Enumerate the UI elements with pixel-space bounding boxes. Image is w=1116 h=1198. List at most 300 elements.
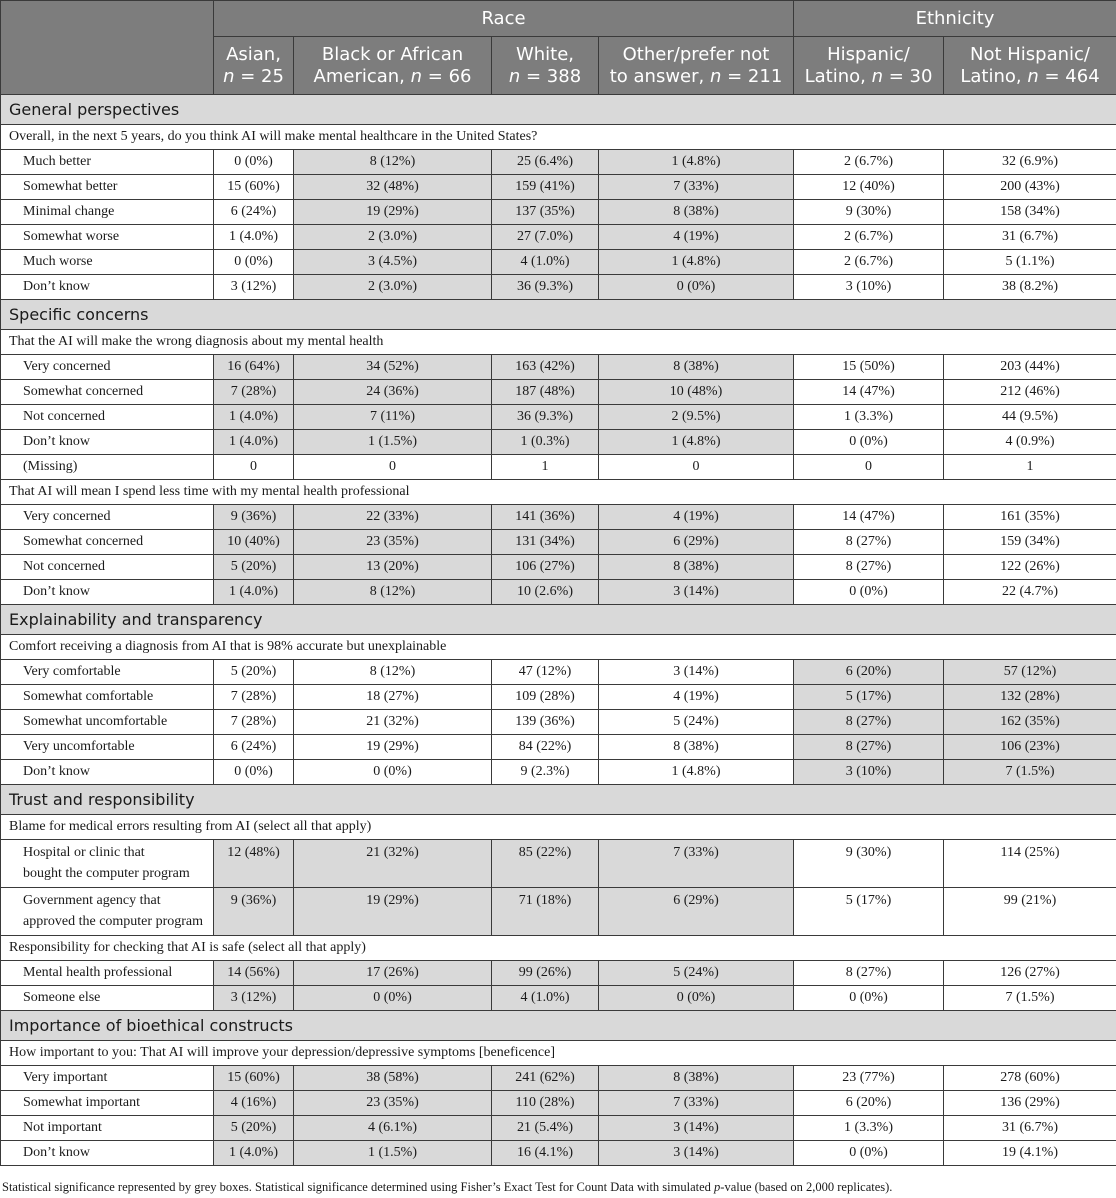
table-cell: 278 (60%) [944,1066,1116,1091]
column-header-count: = 388 [520,65,582,87]
table-row [1,430,1116,455]
table-row [1,175,1116,200]
table-row [1,660,1116,685]
row-label [1,660,214,685]
row-label [1,961,214,986]
table-cell: 23 (35%) [294,530,492,555]
table-cell: 0 (0%) [214,760,294,785]
table-cell: 1 (4.0%) [214,1141,294,1166]
question-row [1,125,1116,150]
table-cell: 8 (12%) [294,580,492,605]
row-label-text: Somewhat worse [23,229,120,244]
table-cell: 7 (33%) [599,1091,794,1116]
row-label-text-2: approved the computer program [23,914,203,929]
footnote-text-2: -value (based on 2,000 replicates). [720,1180,893,1194]
table-cell: 241 (62%) [492,1066,599,1091]
table-cell: 212 (46%) [944,380,1116,405]
table-cell: 187 (48%) [492,380,599,405]
table-cell: 15 (50%) [794,355,944,380]
column-header [599,37,794,95]
table-row [1,760,1116,785]
table-cell: 4 (1.0%) [492,250,599,275]
row-label-text: Don’t know [23,764,91,779]
table-cell: 141 (36%) [492,505,599,530]
table-cell: 8 (38%) [599,1066,794,1091]
section-row [1,300,1116,330]
row-label [1,275,214,300]
table-row [1,275,1116,300]
table-cell: 1 (0.3%) [492,430,599,455]
column-header-n: n [709,65,722,87]
row-label-text: Very comfortable [23,664,121,679]
table-row [1,840,1116,888]
column-header-line1: Not Hispanic/ [970,43,1090,65]
table-cell: 99 (26%) [492,961,599,986]
row-label-text: Very uncomfortable [23,739,135,754]
row-label-text: Minimal change [23,204,115,219]
row-label [1,150,214,175]
table-cell: 1 (4.8%) [599,250,794,275]
table-cell: 158 (34%) [944,200,1116,225]
column-header-line1: Asian, [226,43,281,65]
table-cell: 5 (1.1%) [944,250,1116,275]
table-cell: 15 (60%) [214,175,294,200]
table-cell: 139 (36%) [492,710,599,735]
row-label [1,225,214,250]
table-row [1,455,1116,480]
table-cell: 1 (4.0%) [214,580,294,605]
table-cell: 16 (64%) [214,355,294,380]
table-cell: 19 (29%) [294,735,492,760]
column-header-n: n [410,65,423,87]
table-cell: 3 (14%) [599,660,794,685]
table-cell: 4 (19%) [599,505,794,530]
row-label [1,405,214,430]
question-row [1,480,1116,505]
table-cell: 4 (1.0%) [492,986,599,1011]
table-cell: 9 (30%) [794,840,944,888]
row-label-text: Very important [23,1070,108,1085]
table-cell: 23 (77%) [794,1066,944,1091]
table-cell: 15 (60%) [214,1066,294,1091]
row-label-text: Somewhat concerned [23,534,144,549]
footnote-p: p [714,1180,721,1194]
table-cell: 36 (9.3%) [492,405,599,430]
table-cell: 7 (1.5%) [944,760,1116,785]
table-cell: 162 (35%) [944,710,1116,735]
table-cell: 18 (27%) [294,685,492,710]
table-cell: 10 (40%) [214,530,294,555]
table-row [1,1116,1116,1141]
question-row [1,330,1116,355]
row-label-text-2: bought the computer program [23,866,190,881]
table-cell: 8 (12%) [294,660,492,685]
table-cell: 6 (20%) [794,1091,944,1116]
row-label-text: Somewhat uncomfortable [23,714,168,729]
table-cell: 5 (20%) [214,1116,294,1141]
row-label-text: Someone else [23,990,101,1005]
table-cell: 84 (22%) [492,735,599,760]
table-cell: 0 (0%) [294,760,492,785]
row-label [1,430,214,455]
table-cell: 8 (27%) [794,961,944,986]
row-label [1,175,214,200]
table-cell: 6 (20%) [794,660,944,685]
table-cell: 0 (0%) [794,430,944,455]
column-header-n: n [871,65,883,87]
table-cell: 31 (6.7%) [944,1116,1116,1141]
table-cell: 137 (35%) [492,200,599,225]
row-label [1,735,214,760]
table-cell: 21 (5.4%) [492,1116,599,1141]
row-label-text: Somewhat comfortable [23,689,154,704]
question-text: Overall, in the next 5 years, do you think AI will make mental healthcare in the United States? [1,125,1116,150]
table-cell: 14 (56%) [214,961,294,986]
table-cell: 22 (4.7%) [944,580,1116,605]
section-title: Importance of bioethical constructs [1,1011,1116,1041]
column-header-count: = 25 [234,65,284,87]
table-cell: 57 (12%) [944,660,1116,685]
table-cell: 7 (33%) [599,840,794,888]
section-title: General perspectives [1,95,1116,125]
header-corner [1,1,214,95]
table-cell: 110 (28%) [492,1091,599,1116]
column-header-line2: Latino, [804,65,872,87]
row-label [1,888,214,936]
table-cell: 8 (38%) [599,200,794,225]
table-cell: 7 (33%) [599,175,794,200]
table-cell: 5 (24%) [599,961,794,986]
table-cell: 3 (14%) [599,580,794,605]
table-row [1,355,1116,380]
column-header-line2: to answer, [609,65,710,87]
table-cell: 12 (48%) [214,840,294,888]
table-cell: 5 (20%) [214,555,294,580]
table-row [1,735,1116,760]
section-title: Trust and responsibility [1,785,1116,815]
table-cell: 44 (9.5%) [944,405,1116,430]
table-cell: 161 (35%) [944,505,1116,530]
table-body [1,95,1116,1166]
footnote-text-1: Statistical significance represented by grey boxes. Statistical significance determined using Fisher’s Exact Test for Count Data with simulated [2,1180,715,1194]
table-cell: 0 [294,455,492,480]
section-row [1,785,1116,815]
table-cell: 19 (29%) [294,200,492,225]
column-header-n: n [508,65,521,87]
row-label [1,1066,214,1091]
table-cell: 9 (30%) [794,200,944,225]
table-cell: 23 (35%) [294,1091,492,1116]
table-row [1,225,1116,250]
table-cell: 5 (17%) [794,888,944,936]
question-text: That the AI will make the wrong diagnosis about my mental health [1,330,1116,355]
table-cell: 8 (27%) [794,710,944,735]
question-row [1,936,1116,961]
table-cell: 21 (32%) [294,710,492,735]
row-label-text: Not concerned [23,559,106,574]
row-label-text: Hospital or clinic that [23,845,145,860]
table-cell: 13 (20%) [294,555,492,580]
table-cell: 16 (4.1%) [492,1141,599,1166]
table-cell: 5 (24%) [599,710,794,735]
table-cell: 36 (9.3%) [492,275,599,300]
column-header [492,37,599,95]
column-header-line1: White, [515,43,575,65]
section-row [1,605,1116,635]
section-title: Explainability and transparency [1,605,1116,635]
row-label [1,1116,214,1141]
table-cell: 27 (7.0%) [492,225,599,250]
table-cell: 8 (27%) [794,555,944,580]
table-cell: 14 (47%) [794,380,944,405]
table-cell: 8 (38%) [599,555,794,580]
row-label [1,555,214,580]
table-cell: 0 [794,455,944,480]
table-cell: 9 (2.3%) [492,760,599,785]
table-cell: 0 [214,455,294,480]
column-header-n: n [1027,65,1039,87]
column-header [794,37,944,95]
table-cell: 1 (3.3%) [794,405,944,430]
question-text: That AI will mean I spend less time with my mental health professional [1,480,1116,505]
table-cell: 0 (0%) [794,986,944,1011]
row-label-text: Don’t know [23,1145,91,1160]
table-cell: 126 (27%) [944,961,1116,986]
table-cell: 38 (8.2%) [944,275,1116,300]
table-cell: 106 (27%) [492,555,599,580]
table-cell: 10 (2.6%) [492,580,599,605]
table-cell: 1 (3.3%) [794,1116,944,1141]
question-row [1,635,1116,660]
table-cell: 6 (24%) [214,200,294,225]
table-cell: 9 (36%) [214,505,294,530]
table-cell: 2 (6.7%) [794,225,944,250]
table-cell: 7 (11%) [294,405,492,430]
row-label [1,840,214,888]
table-cell: 99 (21%) [944,888,1116,936]
table-cell: 3 (12%) [214,986,294,1011]
row-label [1,250,214,275]
table-cell: 6 (24%) [214,735,294,760]
table-cell: 3 (14%) [599,1116,794,1141]
table-cell: 0 [599,455,794,480]
table-cell: 7 (1.5%) [944,986,1116,1011]
race-group-header: Race [214,1,794,37]
column-header-count: = 464 [1038,65,1100,87]
table-cell: 7 (28%) [214,380,294,405]
row-label [1,580,214,605]
table-cell: 5 (20%) [214,660,294,685]
table-cell: 5 (17%) [794,685,944,710]
table-cell: 8 (38%) [599,355,794,380]
table-cell: 131 (34%) [492,530,599,555]
table-cell: 9 (36%) [214,888,294,936]
table-row [1,150,1116,175]
column-header-line1: Other/prefer not [622,43,770,65]
table-cell: 2 (6.7%) [794,250,944,275]
question-row [1,1041,1116,1066]
table-cell: 6 (29%) [599,530,794,555]
column-header-line1: Black or African [321,43,464,65]
table-footnote [2,1180,1114,1195]
table-cell: 114 (25%) [944,840,1116,888]
column-header-line1: Hispanic/ [827,43,910,65]
table-cell: 1 [944,455,1116,480]
row-label [1,760,214,785]
row-label-text: Very concerned [23,359,111,374]
table-cell: 203 (44%) [944,355,1116,380]
table-cell: 163 (42%) [492,355,599,380]
table-cell: 0 (0%) [294,986,492,1011]
table-cell: 1 (4.0%) [214,225,294,250]
table-cell: 19 (4.1%) [944,1141,1116,1166]
table-cell: 2 (9.5%) [599,405,794,430]
question-text: Blame for medical errors resulting from AI (select all that apply) [1,815,1116,840]
table-cell: 2 (3.0%) [294,225,492,250]
section-row [1,95,1116,125]
table-row [1,1066,1116,1091]
column-header-count: = 66 [422,65,472,87]
table-row [1,1091,1116,1116]
table-row [1,986,1116,1011]
table-header [1,1,1116,95]
row-label-text: Very concerned [23,509,111,524]
table-cell: 1 (4.0%) [214,430,294,455]
row-label-text: Not important [23,1120,102,1135]
row-label [1,455,214,480]
question-text: Comfort receiving a diagnosis from AI that is 98% accurate but unexplainable [1,635,1116,660]
row-label-text: Not concerned [23,409,106,424]
row-label-text: Much better [23,154,92,169]
table-cell: 159 (41%) [492,175,599,200]
table-cell: 1 (4.8%) [599,760,794,785]
table-cell: 1 (1.5%) [294,1141,492,1166]
row-label-text: Somewhat concerned [23,384,144,399]
row-label-text: Somewhat better [23,179,118,194]
table-row [1,555,1116,580]
row-label-text: Don’t know [23,279,91,294]
row-label [1,986,214,1011]
table-cell: 0 (0%) [214,150,294,175]
table-cell: 106 (23%) [944,735,1116,760]
table-cell: 1 (4.0%) [214,405,294,430]
table-row [1,530,1116,555]
table-cell: 8 (27%) [794,735,944,760]
table-cell: 8 (12%) [294,150,492,175]
table-cell: 7 (28%) [214,710,294,735]
table-cell: 122 (26%) [944,555,1116,580]
table-cell: 4 (19%) [599,225,794,250]
row-label-text: (Missing) [23,459,78,474]
table-cell: 34 (52%) [294,355,492,380]
row-label-text: Somewhat important [23,1095,141,1110]
row-label [1,355,214,380]
table-cell: 10 (48%) [599,380,794,405]
column-header [944,37,1116,95]
table-cell: 4 (6.1%) [294,1116,492,1141]
table-cell: 109 (28%) [492,685,599,710]
table-row [1,888,1116,936]
table-cell: 24 (36%) [294,380,492,405]
row-label [1,200,214,225]
table-row [1,250,1116,275]
table-cell: 1 (4.8%) [599,430,794,455]
question-text: Responsibility for checking that AI is safe (select all that apply) [1,936,1116,961]
table-row [1,961,1116,986]
section-title: Specific concerns [1,300,1116,330]
question-row [1,815,1116,840]
row-label [1,1141,214,1166]
table-cell: 32 (6.9%) [944,150,1116,175]
column-header [214,37,294,95]
table-cell: 3 (4.5%) [294,250,492,275]
table-cell: 0 (0%) [214,250,294,275]
column-header [294,37,492,95]
table-cell: 38 (58%) [294,1066,492,1091]
row-label [1,530,214,555]
table-cell: 3 (10%) [794,760,944,785]
table-cell: 2 (3.0%) [294,275,492,300]
table-cell: 2 (6.7%) [794,150,944,175]
table-cell: 3 (10%) [794,275,944,300]
table-cell: 17 (26%) [294,961,492,986]
column-header-line2: American, [313,65,411,87]
table-cell: 4 (0.9%) [944,430,1116,455]
table-cell: 6 (29%) [599,888,794,936]
table-cell: 136 (29%) [944,1091,1116,1116]
column-header-n: n [223,65,235,87]
table-cell: 7 (28%) [214,685,294,710]
table-cell: 19 (29%) [294,888,492,936]
table-cell: 31 (6.7%) [944,225,1116,250]
table-cell: 1 (1.5%) [294,430,492,455]
table-cell: 8 (38%) [599,735,794,760]
row-label-text: Mental health professional [23,965,173,980]
table-cell: 0 (0%) [599,275,794,300]
row-label [1,710,214,735]
table-cell: 4 (19%) [599,685,794,710]
row-label-text: Much worse [23,254,93,269]
ethnicity-group-header: Ethnicity [794,1,1116,37]
row-label-text: Don’t know [23,434,91,449]
table-row [1,405,1116,430]
row-label [1,380,214,405]
table-cell: 21 (32%) [294,840,492,888]
table-row [1,710,1116,735]
table-cell: 4 (16%) [214,1091,294,1116]
table-cell: 14 (47%) [794,505,944,530]
table-cell: 25 (6.4%) [492,150,599,175]
table-cell: 32 (48%) [294,175,492,200]
row-label [1,685,214,710]
row-label [1,505,214,530]
table-row [1,380,1116,405]
table-cell: 3 (12%) [214,275,294,300]
table-cell: 12 (40%) [794,175,944,200]
section-row [1,1011,1116,1041]
table-row [1,505,1116,530]
table-cell: 132 (28%) [944,685,1116,710]
table-row [1,200,1116,225]
table-cell: 0 (0%) [794,1141,944,1166]
table-cell: 0 (0%) [599,986,794,1011]
table-row [1,1141,1116,1166]
table-cell: 47 (12%) [492,660,599,685]
row-label-text: Government agency that [23,893,161,908]
table-cell: 71 (18%) [492,888,599,936]
row-label [1,1091,214,1116]
table-cell: 200 (43%) [944,175,1116,200]
